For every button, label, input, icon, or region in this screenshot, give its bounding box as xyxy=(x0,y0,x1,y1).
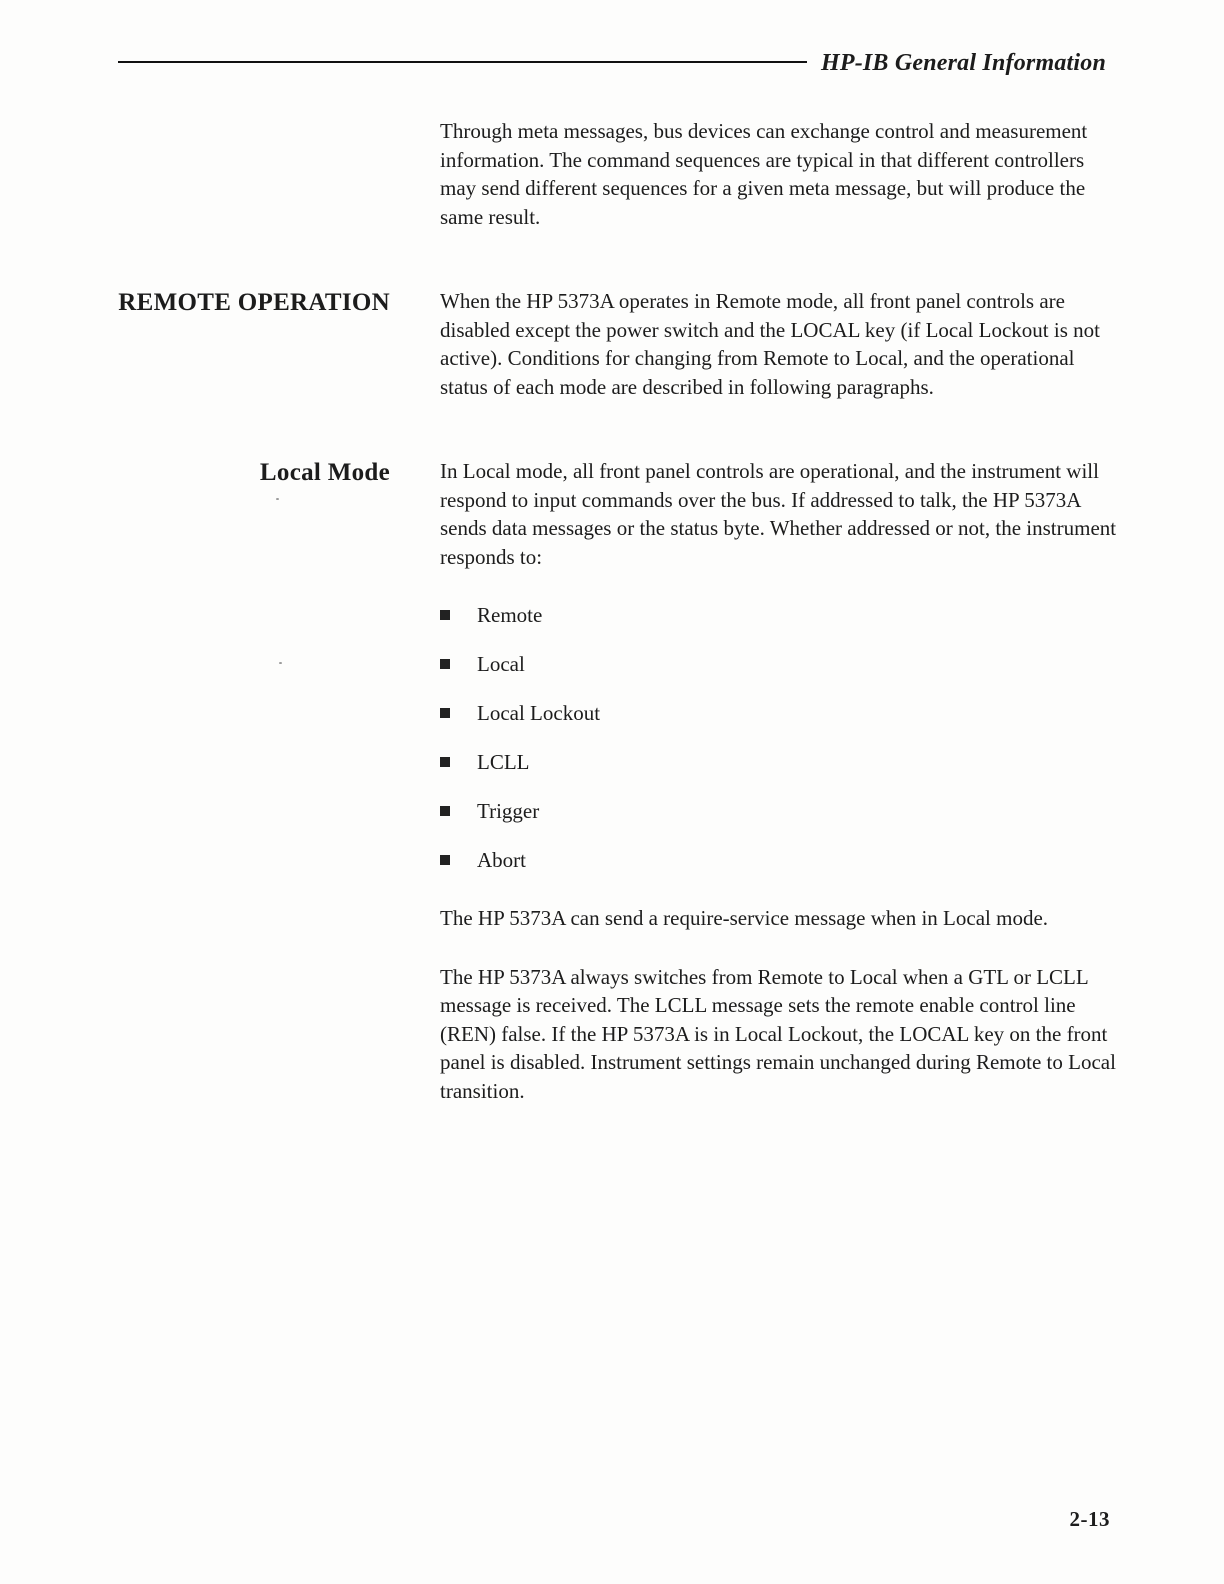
square-bullet-icon xyxy=(440,659,450,669)
page-number: 2-13 xyxy=(1069,1507,1110,1531)
square-bullet-icon xyxy=(440,855,450,865)
square-bullet-icon xyxy=(440,610,450,620)
remote-operation-heading: REMOTE OPERATION xyxy=(118,289,390,316)
list-item-label: Remote xyxy=(477,603,543,627)
list-item xyxy=(440,846,1120,874)
list-item xyxy=(440,650,1120,678)
local-mode-heading-cell xyxy=(0,457,440,488)
remote-operation-text-column xyxy=(440,287,1120,401)
square-bullet-icon xyxy=(440,757,450,767)
intro-row xyxy=(0,117,1224,231)
scan-speck xyxy=(276,498,279,500)
list-item xyxy=(440,797,1120,825)
square-bullet-icon xyxy=(440,708,450,718)
list-item xyxy=(440,699,1120,727)
intro-paragraph: Through meta messages, bus devices can exchange control and measurement information. The command sequences are typical in that different controllers may send different sequences for a given meta message, but will produce the same result. xyxy=(440,119,1088,229)
local-mode-trailing-paragraphs xyxy=(440,904,1120,1105)
scan-speck xyxy=(279,662,282,664)
list-item-label: Local xyxy=(477,652,525,676)
header-rule xyxy=(118,61,807,63)
list-item-label: LCLL xyxy=(477,750,530,774)
local-mode-bullet-list xyxy=(440,601,1120,874)
remote-to-local-paragraph: The HP 5373A always switches from Remote to Local when a GTL or LCLL message is received. The LCLL message sets the remote enable control line (REN) false. If the HP 5373A is in Local Lockout, the LOCAL key on the front panel is disabled. Instrument settings remain unchanged during Remote to Local transition. xyxy=(440,964,1116,1103)
list-item xyxy=(440,601,1120,629)
square-bullet-icon xyxy=(440,806,450,816)
page-content xyxy=(0,117,1224,1105)
list-item-label: Abort xyxy=(477,848,526,872)
local-mode-text-column xyxy=(440,457,1120,1105)
local-mode-paragraph: In Local mode, all front panel controls are operational, and the instrument will respond to input commands over the bus. If addressed to talk, the HP 5373A sends data messages or the status byte. Whether addressed or not, the instrument responds to: xyxy=(440,459,1117,569)
list-item xyxy=(440,748,1120,776)
remote-operation-heading-cell xyxy=(0,287,440,318)
list-item-label: Trigger xyxy=(477,799,540,823)
require-service-paragraph: The HP 5373A can send a require-service message when in Local mode. xyxy=(440,906,1049,930)
section-remote-operation xyxy=(0,287,1224,401)
intro-text-column xyxy=(440,117,1120,231)
remote-operation-paragraph: When the HP 5373A operates in Remote mode, all front panel controls are disabled except the power switch and the LOCAL key (if Local Lockout is not active). Conditions for changing from Remote to Local, and the operational status of each mode are described in following paragraphs. xyxy=(440,289,1100,399)
local-mode-heading: Local Mode xyxy=(259,459,390,486)
page-header-title: HP-IB General Information xyxy=(820,50,1106,76)
list-item-label: Local Lockout xyxy=(477,701,601,725)
section-local-mode xyxy=(0,457,1224,1105)
page-header xyxy=(0,0,1224,77)
